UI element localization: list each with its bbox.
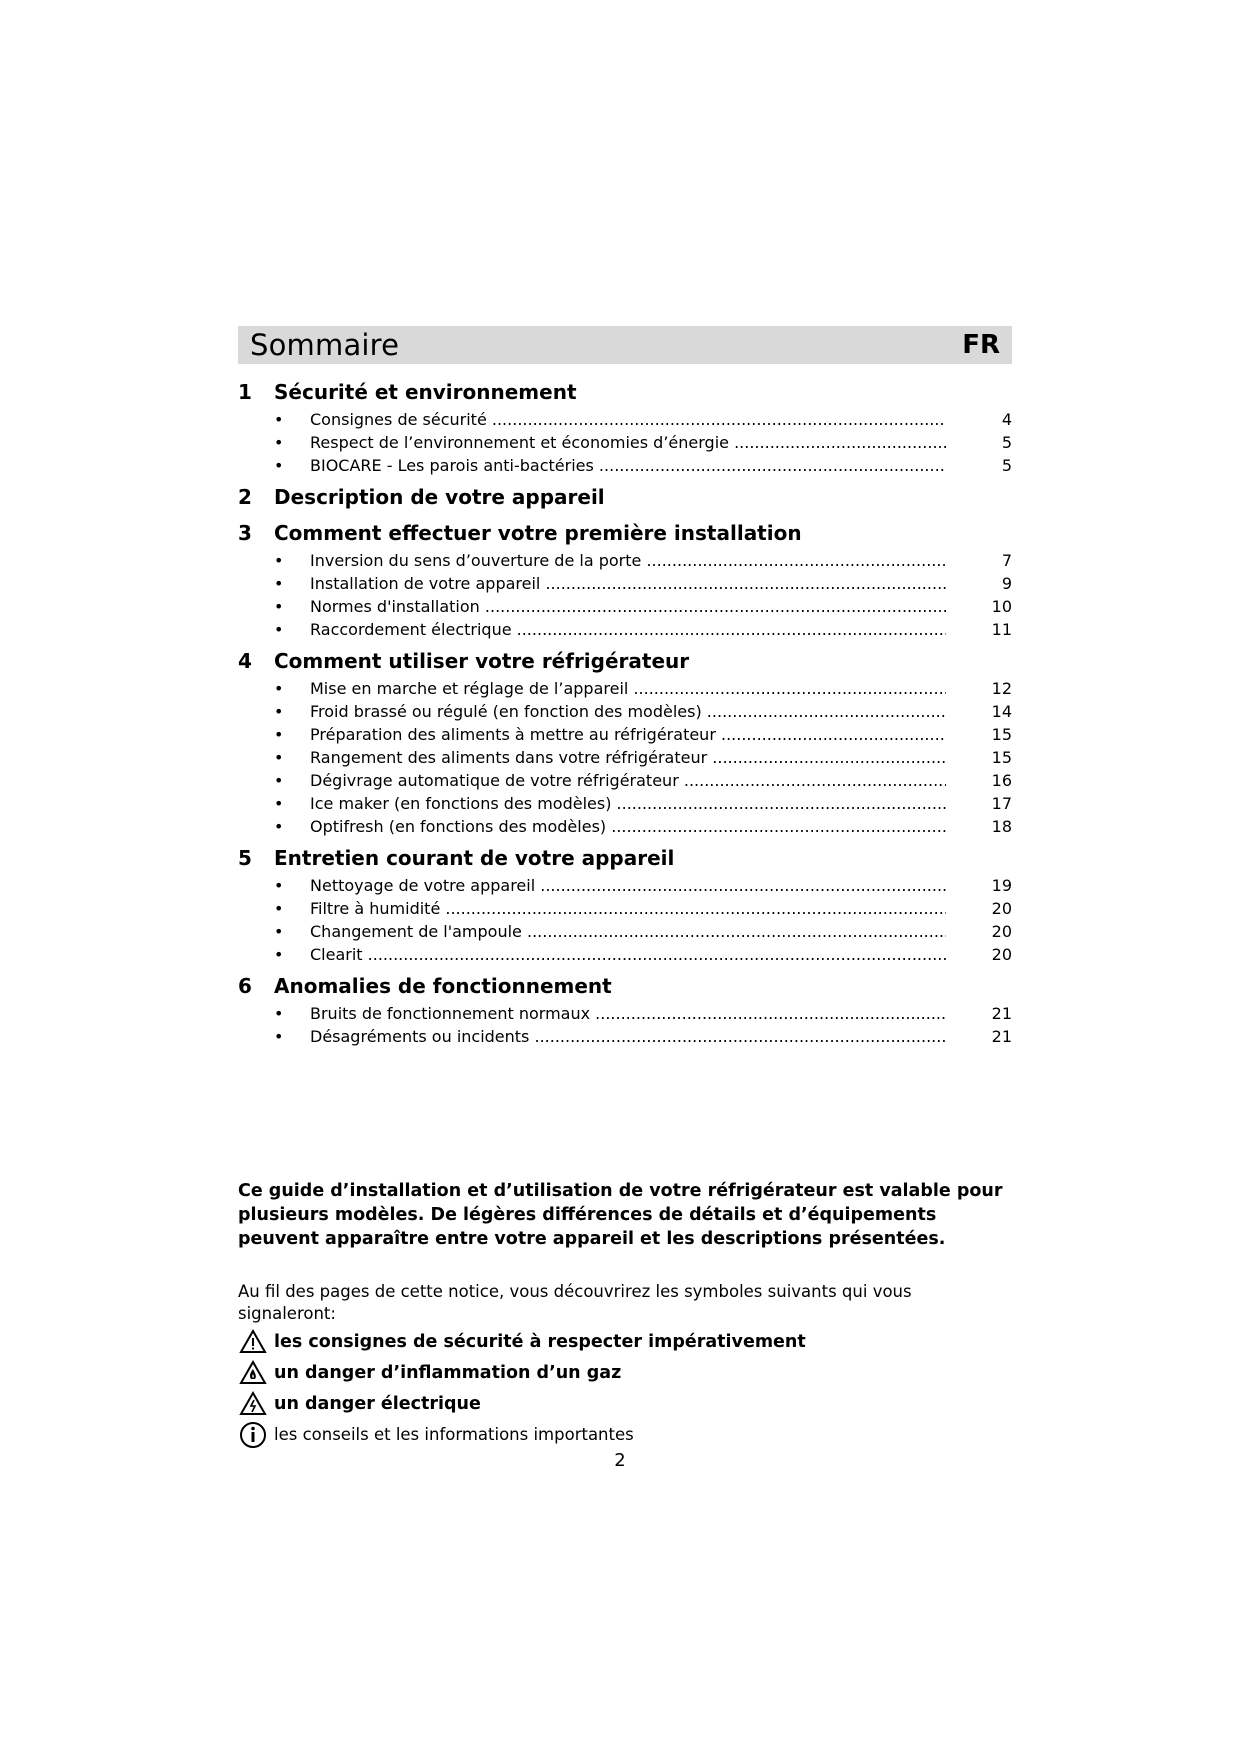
section-heading [238, 485, 1012, 515]
toc-entry-text: Clearit ..... [310, 945, 946, 964]
section-title: Comment utiliser votre réfrigérateur [274, 649, 690, 673]
toc-entry [238, 679, 1012, 702]
gas-flame-warning-icon [238, 1360, 268, 1386]
toc-entry [238, 410, 1012, 433]
bullet-icon: • [274, 410, 284, 429]
bullet-icon: • [274, 876, 284, 895]
section-heading [238, 846, 1012, 876]
electric-warning-icon [238, 1391, 268, 1417]
toc-entry [238, 1004, 1012, 1027]
bullet-icon: • [274, 702, 284, 721]
bullet-icon: • [274, 620, 284, 639]
toc-entry [238, 620, 1012, 643]
bullet-icon: • [274, 725, 284, 744]
toc-entry-text: Respect de l’environnement et économies d’énergie ..... [310, 433, 946, 452]
section-title: Anomalies de fonctionnement [274, 974, 612, 998]
toc-section [238, 380, 1012, 479]
section-title: Entretien courant de votre appareil [274, 846, 675, 870]
bullet-icon: • [274, 679, 284, 698]
symbol-legend-item [238, 1420, 1014, 1449]
toc-entry [238, 876, 1012, 899]
section-heading [238, 974, 1012, 1004]
bullet-icon: • [274, 456, 284, 475]
bullet-icon: • [274, 817, 284, 836]
section-number: 5 [238, 846, 252, 870]
toc-entry [238, 1027, 1012, 1050]
toc-entry-page: 19 [991, 876, 1012, 895]
toc-entry [238, 433, 1012, 456]
toc-entry [238, 922, 1012, 945]
toc-entry-text: Normes d'installation ..... [310, 597, 946, 616]
bullet-icon: • [274, 433, 284, 452]
toc-entry-text: Installation de votre appareil ..... [310, 574, 946, 593]
toc-entry-page: 9 [1001, 574, 1012, 593]
page-number: 2 [614, 1450, 626, 1471]
section-number: 1 [238, 380, 252, 404]
toc-entry-text: Dégivrage automatique de votre réfrigérateur ..... [310, 771, 946, 790]
toc-entry-page: 21 [991, 1004, 1012, 1023]
toc-section [238, 485, 1012, 515]
toc-entry-page: 16 [991, 771, 1012, 790]
section-title: Description de votre appareil [274, 485, 605, 509]
section-number: 4 [238, 649, 252, 673]
toc-entry-text: Optifresh (en fonctions des modèles) ..... [310, 817, 946, 836]
toc-entry-text: Changement de l'ampoule ..... [310, 922, 946, 941]
header-bar [238, 326, 1012, 364]
toc-entry-text: Froid brassé ou régulé (en fonction des modèles) ..... [310, 702, 946, 721]
toc-entry-text: Bruits de fonctionnement normaux ..... [310, 1004, 946, 1023]
toc-entry-text: Mise en marche et réglage de l’appareil ..... [310, 679, 946, 698]
warning-triangle-icon [238, 1329, 268, 1355]
toc-entry-text: Désagréments ou incidents ..... [310, 1027, 946, 1046]
toc-entry [238, 899, 1012, 922]
bullet-icon: • [274, 794, 284, 813]
symbol-legend-item [238, 1358, 1014, 1387]
toc-entry-page: 5 [1001, 433, 1012, 452]
section-title: Comment effectuer votre première installation [274, 521, 802, 545]
toc-entry-page: 20 [991, 922, 1012, 941]
toc-entry [238, 945, 1012, 968]
toc-entry-page: 14 [991, 702, 1012, 721]
symbol-legend-text: un danger électrique [274, 1393, 481, 1414]
toc-entry-page: 11 [991, 620, 1012, 639]
toc-entry-page: 20 [991, 899, 1012, 918]
toc-entry-page: 4 [1001, 410, 1012, 429]
bullet-icon: • [274, 551, 284, 570]
toc-entry-page: 21 [991, 1027, 1012, 1046]
toc-entry [238, 702, 1012, 725]
toc-entry [238, 456, 1012, 479]
bullet-icon: • [274, 922, 284, 941]
symbol-legend-item [238, 1327, 1014, 1356]
toc-entry-page: 17 [991, 794, 1012, 813]
toc-entry-text: Raccordement électrique ..... [310, 620, 946, 639]
toc-entry [238, 551, 1012, 574]
toc-entry-page: 18 [991, 817, 1012, 836]
toc-entry [238, 771, 1012, 794]
validity-notice: Ce guide d’installation et d’utilisation de votre réfrigérateur est valable pour plusieurs modèles. De légères différences de détails et d’équipements peuvent apparaître entre votre appareil et les descriptions présentées. [238, 1181, 1003, 1249]
bullet-icon: • [274, 1004, 284, 1023]
bullet-icon: • [274, 1027, 284, 1046]
symbols-intro: Au fil des pages de cette notice, vous découvrirez les symboles suivants qui vous signaleront: [238, 1282, 912, 1323]
notice-block [238, 1179, 1014, 1449]
toc-entry-page: 15 [991, 748, 1012, 767]
bullet-icon: • [274, 771, 284, 790]
toc-entry-text: Filtre à humidité ..... [310, 899, 946, 918]
section-number: 3 [238, 521, 252, 545]
section-number: 2 [238, 485, 252, 509]
toc-entry [238, 794, 1012, 817]
section-heading [238, 649, 1012, 679]
symbol-legend-item [238, 1389, 1014, 1418]
bullet-icon: • [274, 748, 284, 767]
toc-entry [238, 748, 1012, 771]
toc-entry [238, 597, 1012, 620]
section-title: Sécurité et environnement [274, 380, 577, 404]
info-icon [238, 1422, 268, 1448]
bullet-icon: • [274, 899, 284, 918]
toc-entry-page: 10 [991, 597, 1012, 616]
bullet-icon: • [274, 597, 284, 616]
toc-section [238, 846, 1012, 968]
toc-section [238, 521, 1012, 643]
symbol-legend-text: un danger d’inflammation d’un gaz [274, 1362, 622, 1383]
toc-page [238, 326, 1012, 1056]
toc-entry-page: 7 [1001, 551, 1012, 570]
symbol-legend-text: les consignes de sécurité à respecter impérativement [274, 1331, 806, 1352]
toc-entry-text: Inversion du sens d’ouverture de la porte ..... [310, 551, 946, 570]
toc-entry-text: Préparation des aliments à mettre au réfrigérateur ..... [310, 725, 946, 744]
bullet-icon: • [274, 574, 284, 593]
toc-entry [238, 725, 1012, 748]
toc-entry-text: BIOCARE - Les parois anti-bactéries ..... [310, 456, 946, 475]
symbol-legend-text: les conseils et les informations importantes [274, 1425, 634, 1444]
toc-entry-page: 20 [991, 945, 1012, 964]
symbols-legend [238, 1327, 1014, 1449]
toc-entry-page: 12 [991, 679, 1012, 698]
page-title: Sommaire [250, 328, 400, 362]
section-heading [238, 521, 1012, 551]
toc-entry-text: Rangement des aliments dans votre réfrigérateur ..... [310, 748, 946, 767]
toc-section [238, 974, 1012, 1050]
toc-entry-page: 15 [991, 725, 1012, 744]
bullet-icon: • [274, 945, 284, 964]
section-number: 6 [238, 974, 252, 998]
language-code: FR [962, 330, 1000, 360]
toc-entry-text: Nettoyage de votre appareil ..... [310, 876, 946, 895]
toc-entry [238, 817, 1012, 840]
toc-entry [238, 574, 1012, 597]
table-of-contents [238, 380, 1012, 1050]
toc-section [238, 649, 1012, 840]
toc-entry-text: Consignes de sécurité ..... [310, 410, 946, 429]
toc-entry-text: Ice maker (en fonctions des modèles) ..... [310, 794, 946, 813]
toc-entry-page: 5 [1001, 456, 1012, 475]
section-heading [238, 380, 1012, 410]
